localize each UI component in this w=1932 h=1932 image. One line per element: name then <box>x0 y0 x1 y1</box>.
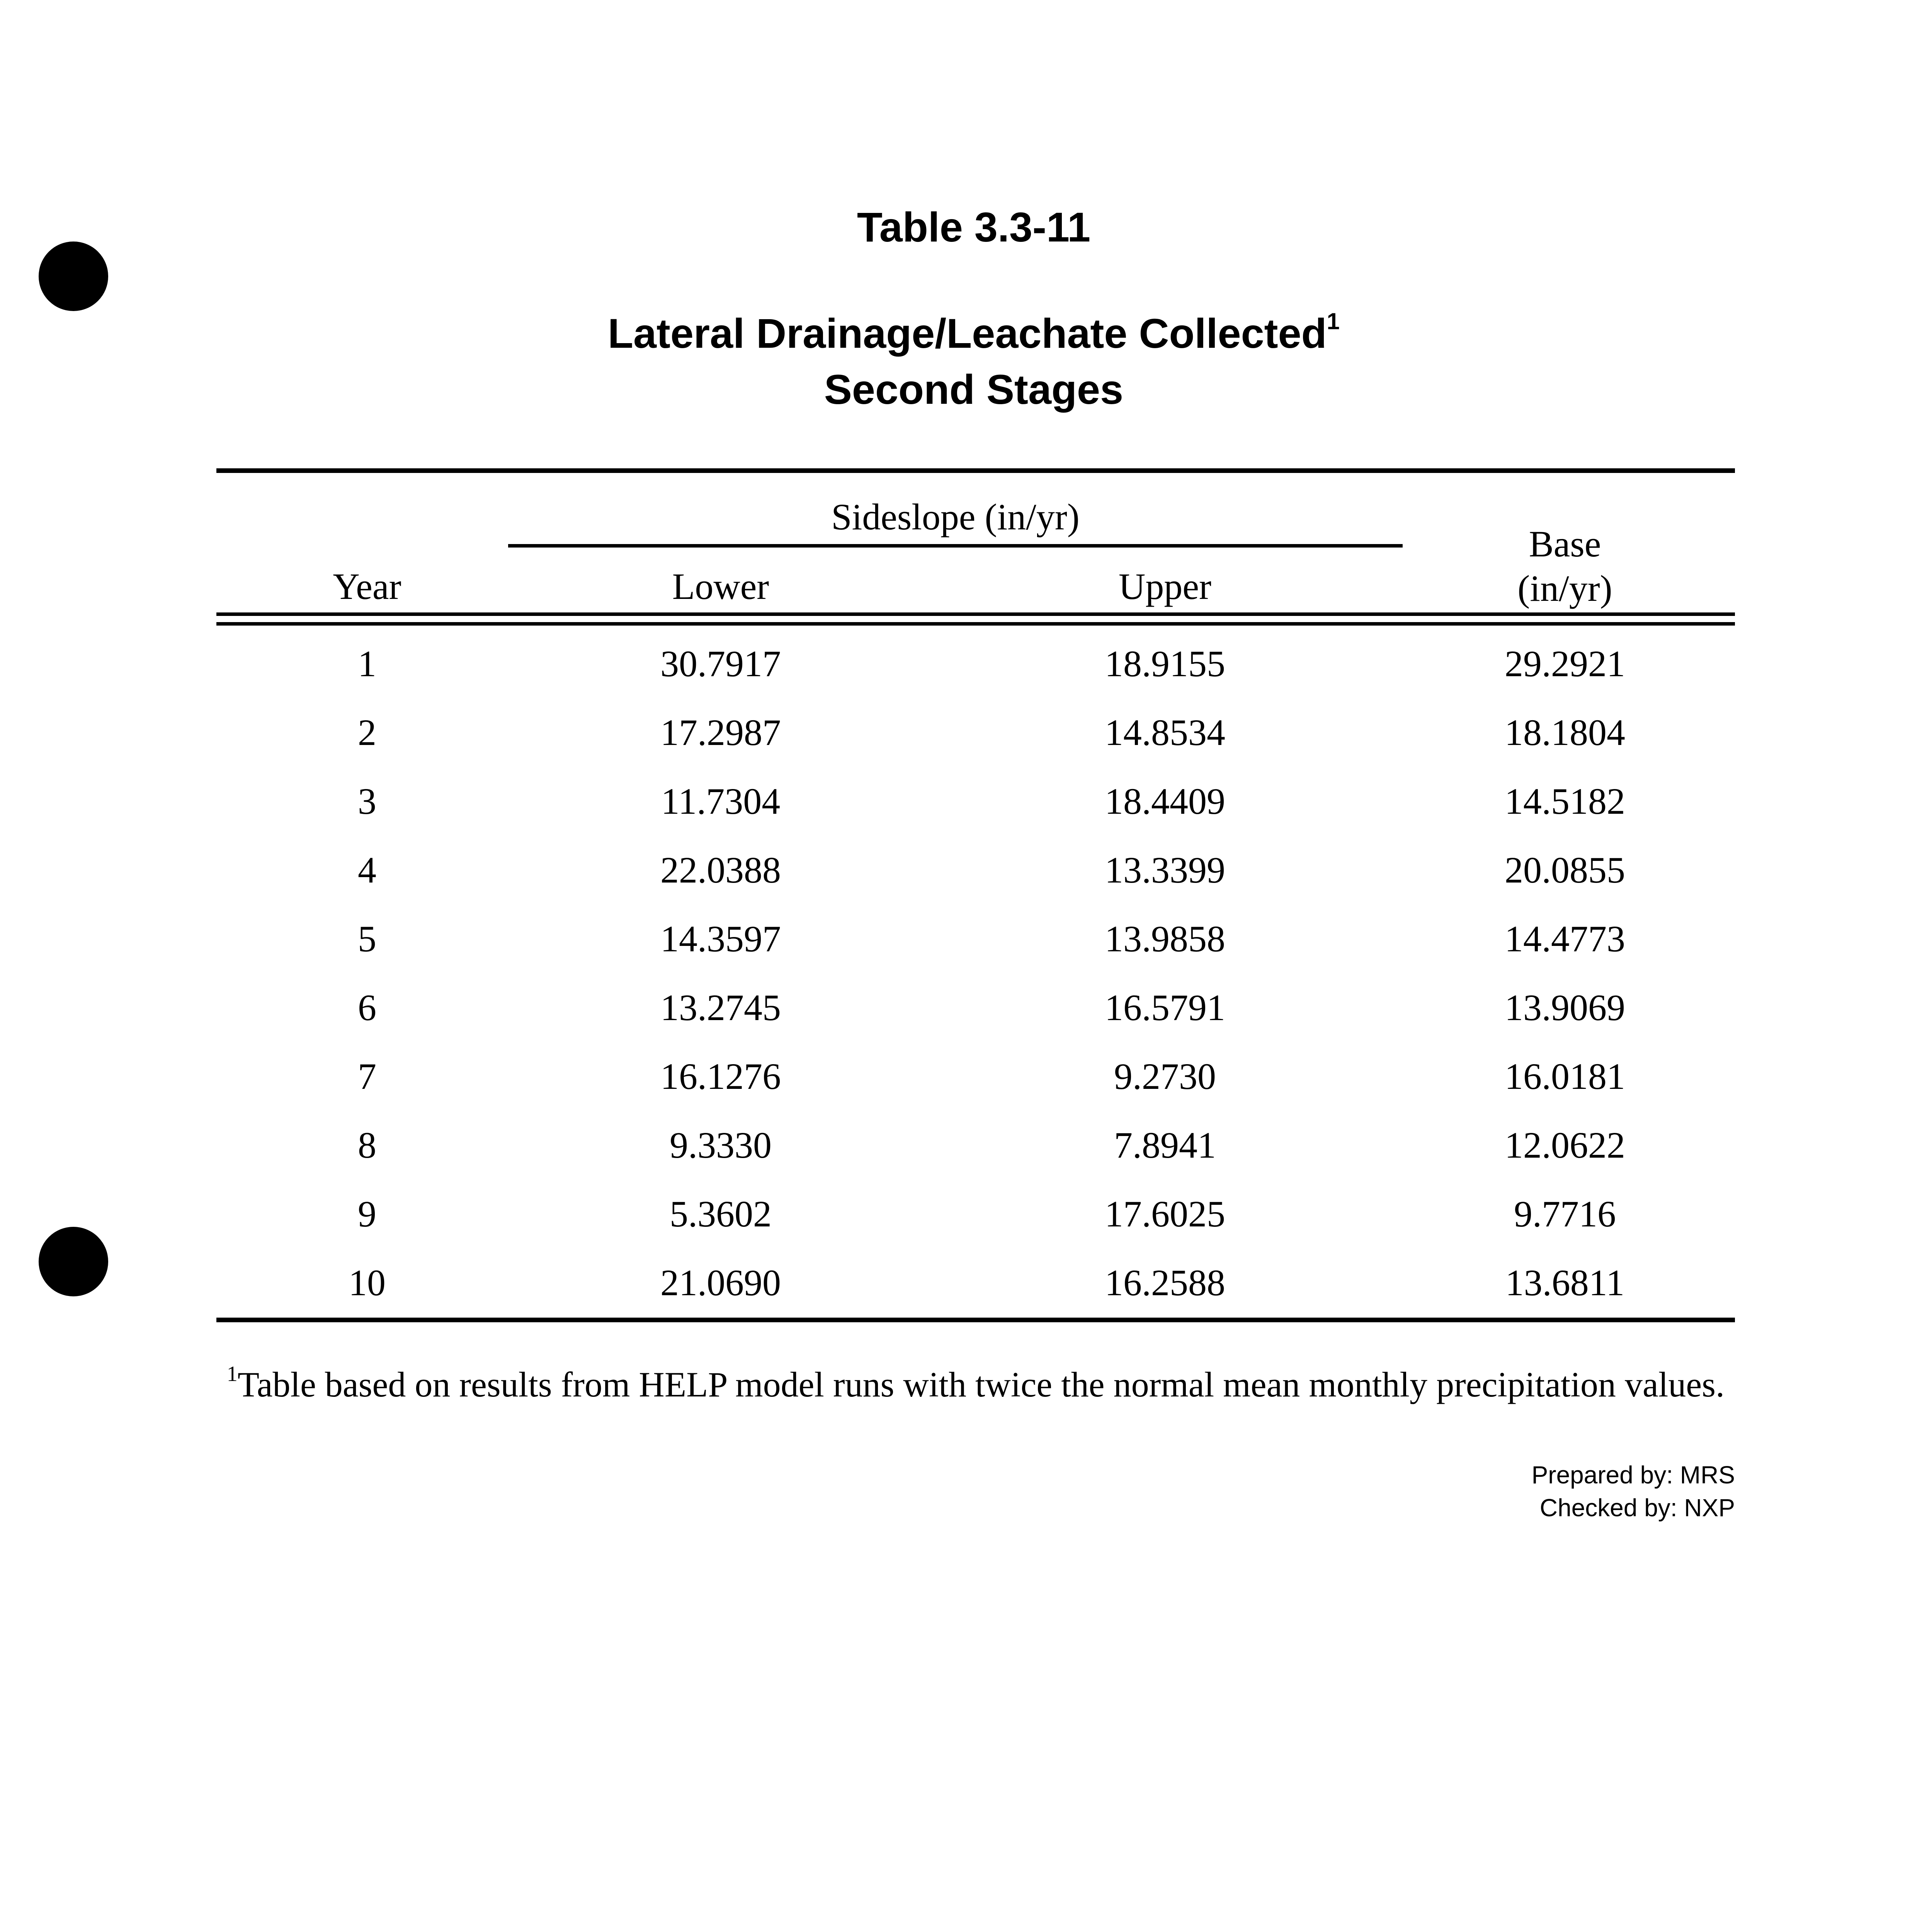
base-cell: 13.9069 <box>1505 987 1625 1028</box>
table-row <box>0 1058 1932 1128</box>
year-cell: 9 <box>358 1193 376 1235</box>
lower-cell: 11.7304 <box>661 781 781 822</box>
base-header-unit: (in/yr) <box>1517 568 1612 609</box>
upper-cell: 18.9155 <box>1105 643 1225 684</box>
table-row <box>0 1193 1932 1265</box>
year-cell: 1 <box>358 643 376 684</box>
upper-cell: 7.8941 <box>1114 1124 1216 1166</box>
header-double-rule <box>216 622 1735 626</box>
title-footnote-marker: 1 <box>1327 308 1340 334</box>
year-header: Year <box>333 566 401 607</box>
year-cell: 10 <box>349 1262 386 1303</box>
lower-cell: 16.1276 <box>660 1056 781 1097</box>
base-cell: 29.2921 <box>1505 643 1625 684</box>
table-title <box>0 309 1932 357</box>
year-cell: 8 <box>358 1124 376 1166</box>
prepared-by: Prepared by: MRS <box>1531 1461 1735 1489</box>
table-row <box>0 645 1932 715</box>
year-cell: 2 <box>358 712 376 753</box>
year-cell: 6 <box>358 987 376 1028</box>
table-subtitle: Second Stages <box>824 366 1124 413</box>
upper-cell: 16.5791 <box>1105 987 1225 1028</box>
table-row <box>0 1124 1932 1196</box>
table-row <box>0 989 1932 1059</box>
sideslope-header: Sideslope (in/yr) <box>831 496 1080 537</box>
year-cell: 3 <box>358 781 376 822</box>
base-header: Base <box>1529 523 1601 565</box>
base-cell: 20.0855 <box>1505 849 1625 891</box>
lower-cell: 13.2745 <box>660 987 781 1028</box>
table-bottom-rule <box>216 1318 1735 1322</box>
upper-cell: 13.3399 <box>1105 849 1225 891</box>
table-number: Table 3.3-11 <box>857 204 1091 250</box>
lower-cell: 5.3602 <box>670 1193 772 1235</box>
base-cell: 14.5182 <box>1505 781 1625 822</box>
year-cell: 5 <box>358 918 376 959</box>
lower-cell: 21.0690 <box>660 1262 781 1303</box>
base-cell: 16.0181 <box>1505 1056 1625 1097</box>
table-title-text: Lateral Drainage/Leachate Collected <box>607 310 1327 357</box>
lower-header: Lower <box>672 566 769 607</box>
lower-cell: 17.2987 <box>660 712 781 753</box>
lower-cell: 9.3330 <box>670 1124 772 1166</box>
base-cell: 14.4773 <box>1505 918 1625 959</box>
upper-cell: 17.6025 <box>1105 1193 1225 1235</box>
year-cell: 4 <box>358 849 376 891</box>
upper-cell: 13.9858 <box>1105 918 1225 959</box>
upper-cell: 9.2730 <box>1114 1056 1216 1097</box>
table-top-rule <box>216 468 1735 473</box>
upper-cell: 18.4409 <box>1105 781 1225 822</box>
lower-cell: 14.3597 <box>660 918 781 959</box>
upper-cell: 14.8534 <box>1105 712 1225 753</box>
table-row <box>0 714 1932 784</box>
table-row <box>0 1264 1932 1334</box>
upper-cell: 16.2588 <box>1105 1262 1225 1303</box>
header-double-rule <box>216 612 1735 616</box>
table-row <box>0 849 1932 921</box>
base-cell: 9.7716 <box>1514 1193 1616 1235</box>
table-footnote <box>216 1364 1735 1405</box>
lower-cell: 30.7917 <box>660 643 781 684</box>
lower-cell: 22.0388 <box>660 849 781 891</box>
table-row <box>0 783 1932 852</box>
punch-hole <box>39 242 108 311</box>
base-cell: 18.1804 <box>1505 712 1625 753</box>
base-cell: 12.0622 <box>1505 1124 1625 1166</box>
year-cell: 7 <box>358 1056 376 1097</box>
checked-by: Checked by: NXP <box>1539 1494 1735 1522</box>
upper-header: Upper <box>1119 566 1211 607</box>
sideslope-rule <box>508 544 1403 548</box>
footnote-marker: 1 <box>226 1362 238 1386</box>
table-row <box>0 920 1932 990</box>
footnote-text: Table based on results from HELP model runs with twice the normal mean monthly precipitation values. <box>237 1365 1725 1404</box>
base-cell: 13.6811 <box>1505 1262 1625 1303</box>
